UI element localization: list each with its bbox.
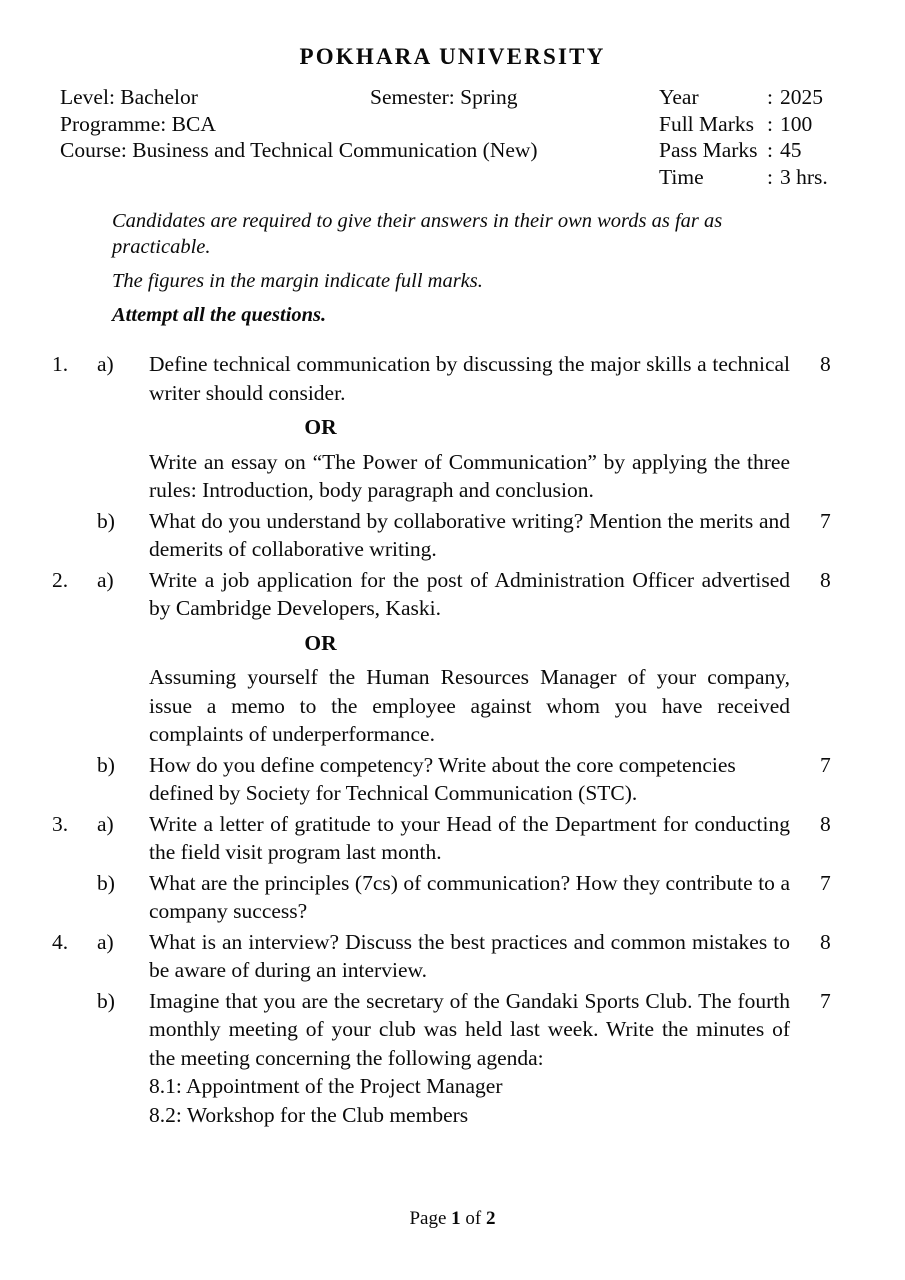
question-row <box>0 566 905 749</box>
question-text: Write a job application for the post of Administration Officer advertised by Cambridge Developers, Kaski. <box>149 567 790 621</box>
time-value: 3 hrs. <box>780 164 828 189</box>
question-body <box>149 566 790 623</box>
question-row <box>0 507 905 564</box>
question-subitem: 8.1: Appointment of the Project Manager <box>149 1074 503 1099</box>
instruction-line-1: Candidates are required to give their answers in their own words as far as practicable. <box>112 210 723 259</box>
footer-page-number: 1 <box>451 1208 461 1229</box>
question-mark: 7 <box>820 752 831 777</box>
meta-row-course <box>60 137 660 164</box>
question-body <box>149 507 790 564</box>
meta-row-full-marks <box>659 111 905 138</box>
question-text: Write a letter of gratitude to your Head of the Department for conducting the field visit program last month. <box>149 811 790 865</box>
year-colon: : <box>767 85 773 110</box>
header-meta-left <box>60 84 660 164</box>
header-meta-block <box>0 84 905 188</box>
question-body <box>149 751 790 808</box>
full-marks-value: 100 <box>780 111 813 136</box>
instruction-line-3: Attempt all the questions. <box>112 304 327 327</box>
footer-page-prefix: Page <box>409 1208 447 1229</box>
question-number: 1. <box>52 352 69 377</box>
question-text: Imagine that you are the secretary of the Gandaki Sports Club. The fourth monthly meeting of your club was held last week. Write the minutes of the meeting concerning the following agenda: <box>149 988 790 1070</box>
meta-row-level <box>60 84 660 111</box>
question-mark: 8 <box>820 567 831 592</box>
meta-row-time <box>659 164 905 191</box>
meta-row-year <box>659 84 905 111</box>
or-separator: OR <box>304 630 337 655</box>
question-text: What are the principles (7cs) of communication? How they contribute to a company success? <box>149 870 790 924</box>
question-part-letter: b) <box>97 752 115 777</box>
question-part-letter: a) <box>97 929 114 954</box>
question-subitem: 8.2: Workshop for the Club members <box>149 1102 469 1127</box>
question-part-letter: b) <box>97 870 115 895</box>
semester-label: Semester: Spring <box>370 85 518 110</box>
question-mark: 7 <box>820 870 831 895</box>
question-mark: 8 <box>820 811 831 836</box>
question-alternative-body <box>149 663 790 749</box>
header-meta-right <box>659 84 905 190</box>
question-mark: 7 <box>820 508 831 533</box>
meta-row-pass-marks <box>659 137 905 164</box>
question-mark: 8 <box>820 352 831 377</box>
course-label: Course: Business and Technical Communication (New) <box>60 138 538 163</box>
question-part-letter: a) <box>97 352 114 377</box>
pass-marks-value: 45 <box>780 138 802 163</box>
page-footer <box>0 1208 905 1230</box>
question-row <box>0 751 905 808</box>
level-label: Level: Bachelor <box>60 85 198 110</box>
year-label: Year <box>659 85 699 110</box>
question-row <box>0 869 905 926</box>
question-number: 2. <box>52 567 69 592</box>
pass-marks-colon: : <box>767 138 773 163</box>
question-mark: 8 <box>820 929 831 954</box>
footer-page-total: 2 <box>486 1208 496 1229</box>
question-row <box>0 987 905 1130</box>
meta-row-programme <box>60 111 660 138</box>
question-part-letter: b) <box>97 508 115 533</box>
question-part-letter: b) <box>97 988 115 1013</box>
question-row <box>0 810 905 867</box>
page-title: POKHARA UNIVERSITY <box>299 44 606 69</box>
question-body <box>149 350 790 407</box>
question-alternative-text: Assuming yourself the Human Resources Manager of your company, issue a memo to the employee against whom you have received complaints of underperformance. <box>149 665 790 747</box>
instruction-line-2: The figures in the margin indicate full marks. <box>112 270 483 293</box>
instructions-block <box>112 208 794 328</box>
question-number: 4. <box>52 929 69 954</box>
question-alternative-text: Write an essay on “The Power of Communication” by applying the three rules: Introduction, body paragraph and conclusion. <box>149 449 790 503</box>
question-part-letter: a) <box>97 567 114 592</box>
question-number: 3. <box>52 811 69 836</box>
question-mark: 7 <box>820 988 831 1013</box>
footer-page-middle: of <box>465 1208 482 1229</box>
question-text: How do you define competency? Write about the core competencies defined by Society for Technical Communication (STC). <box>149 752 736 806</box>
questions-list <box>0 350 905 1129</box>
full-marks-colon: : <box>767 111 773 136</box>
question-row <box>0 350 905 505</box>
or-separator: OR <box>304 415 337 440</box>
year-value: 2025 <box>780 85 823 110</box>
programme-label: Programme: BCA <box>60 111 216 136</box>
question-row <box>0 928 905 985</box>
question-body <box>149 987 790 1130</box>
question-text: What is an interview? Discuss the best practices and common mistakes to be aware of during an interview. <box>149 929 790 983</box>
question-body <box>149 810 790 867</box>
pass-marks-label: Pass Marks <box>659 138 758 163</box>
question-body <box>149 869 790 926</box>
question-part-letter: a) <box>97 811 114 836</box>
time-label: Time <box>659 164 704 189</box>
question-body <box>149 928 790 985</box>
question-alternative-body <box>149 448 790 505</box>
full-marks-label: Full Marks <box>659 111 754 136</box>
question-text: Define technical communication by discussing the major skills a technical writer should consider. <box>149 352 790 405</box>
question-text: What do you understand by collaborative writing? Mention the merits and demerits of collaborative writing. <box>149 508 790 562</box>
time-colon: : <box>767 164 773 189</box>
